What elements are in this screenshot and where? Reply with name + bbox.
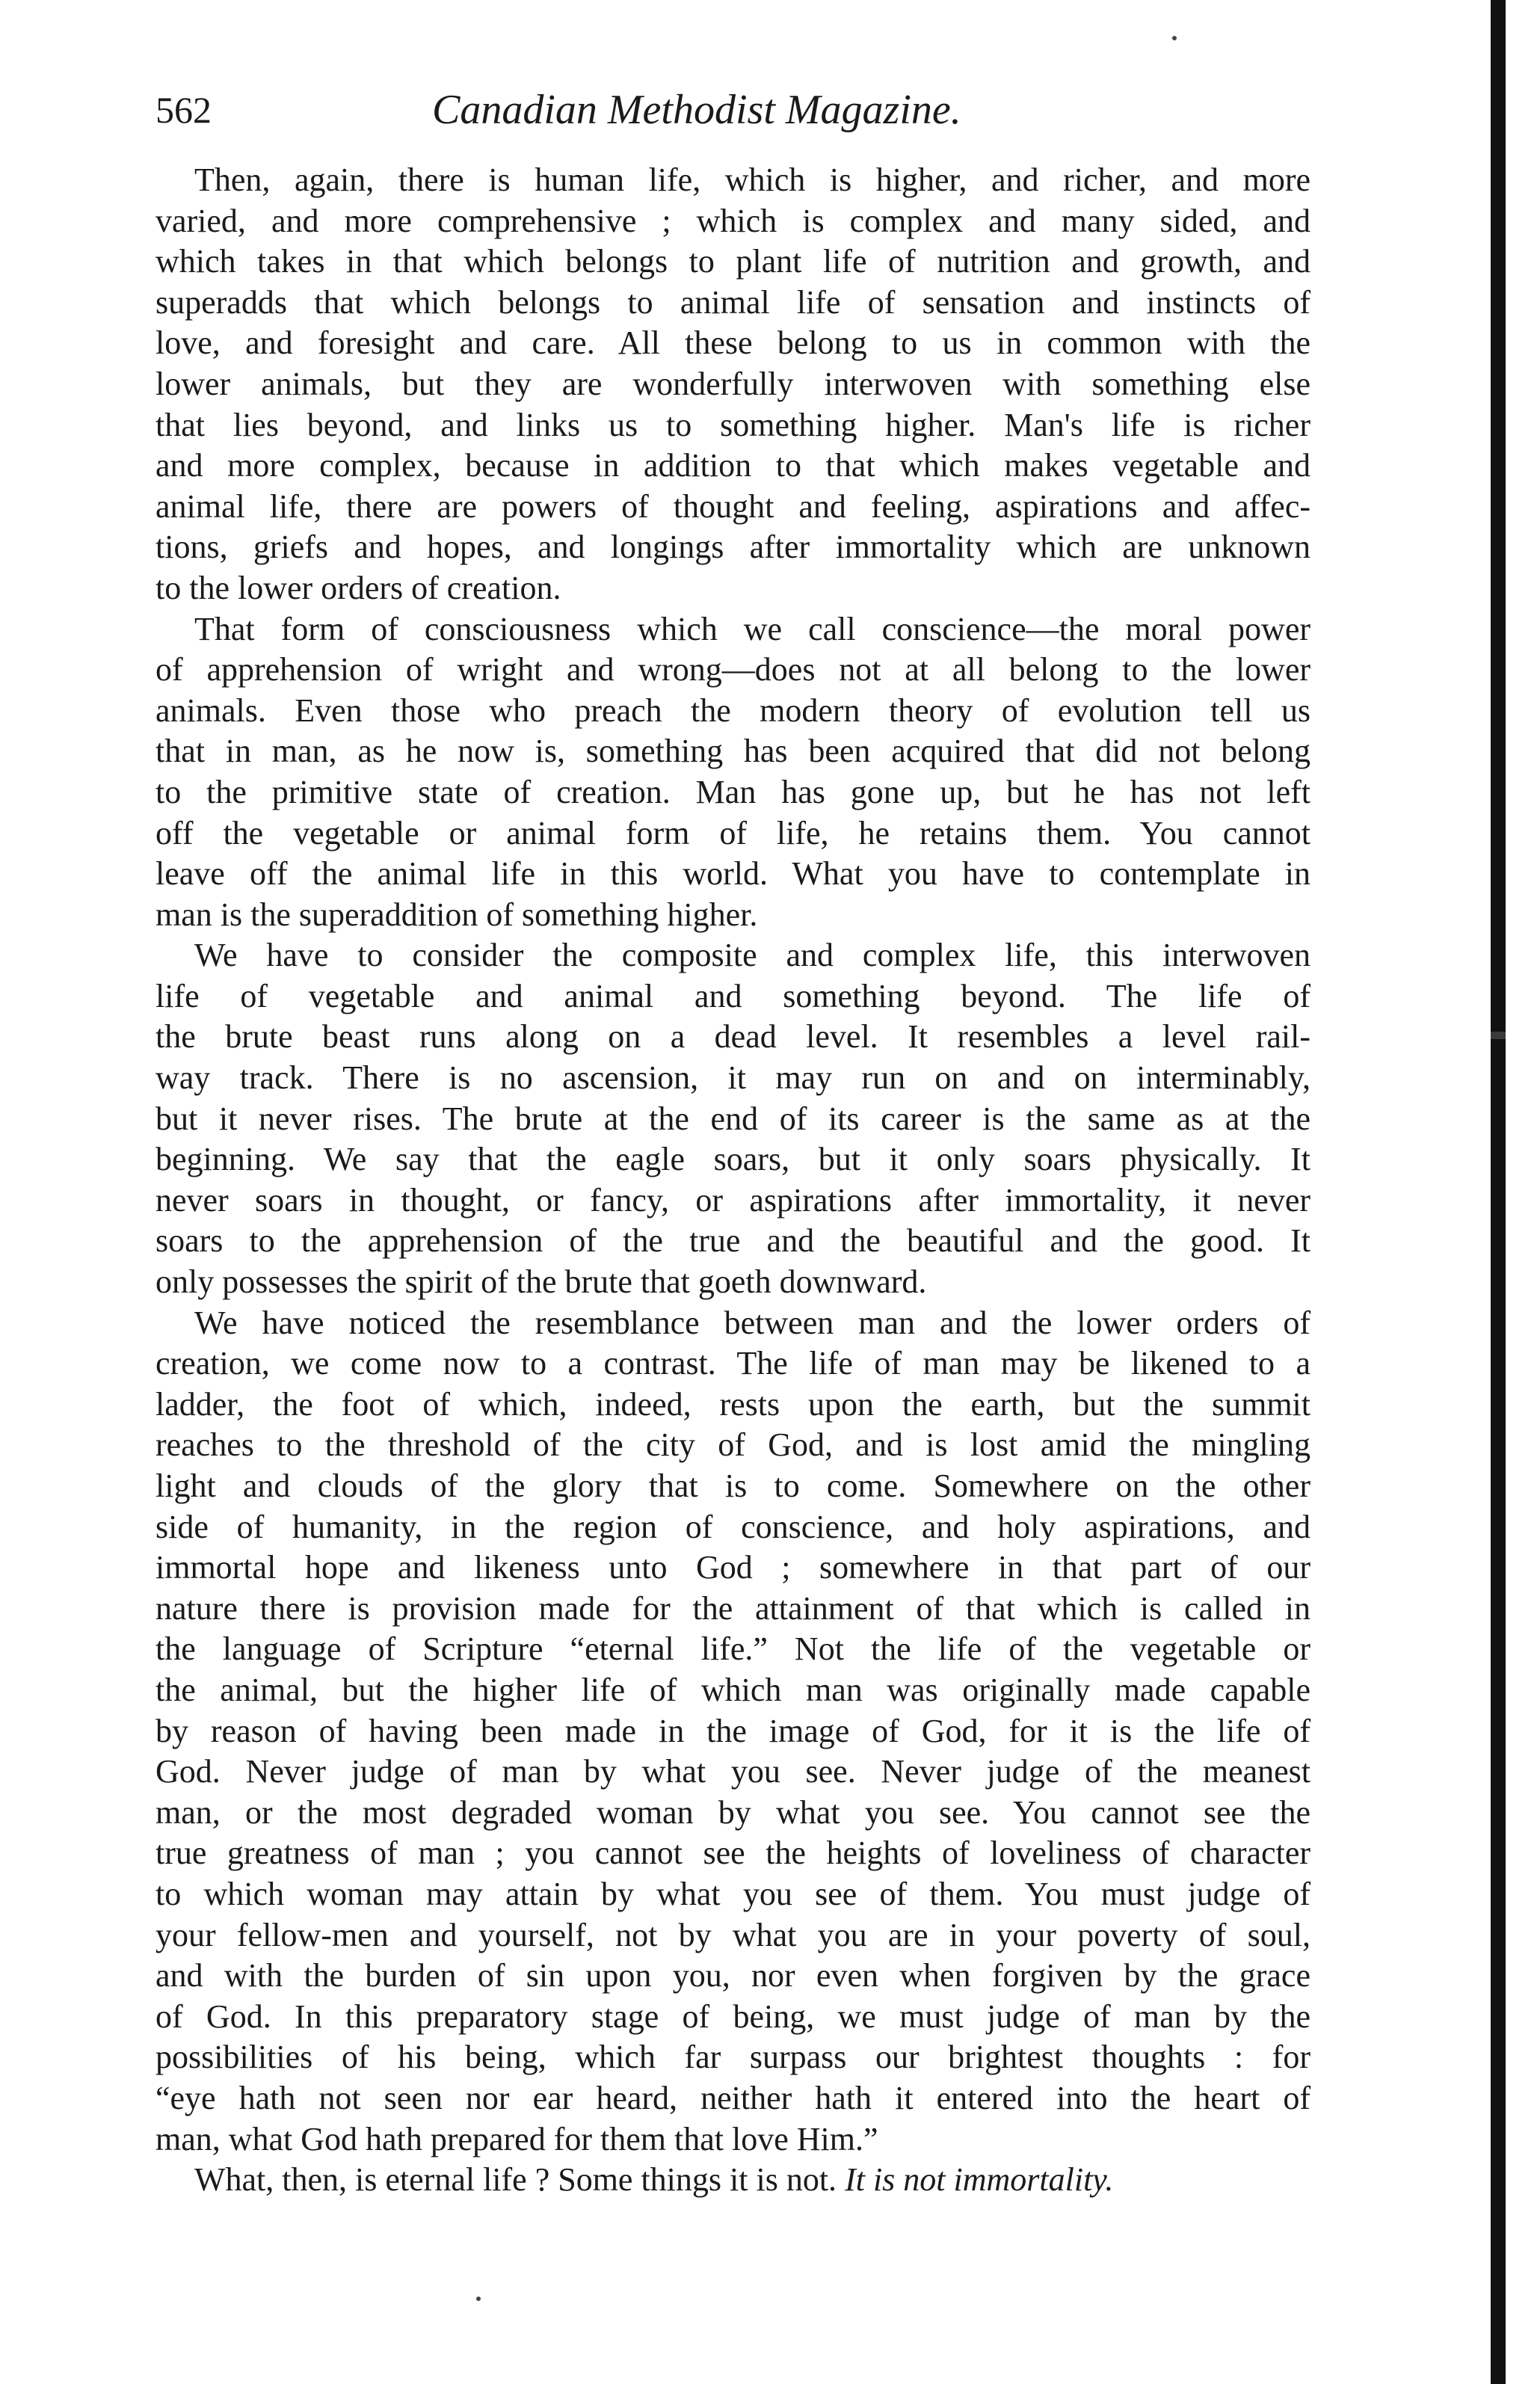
text-line: We have to consider the composite and complex life, this interwoven bbox=[194, 937, 1310, 974]
final-line bbox=[155, 2160, 1310, 2201]
scan-edge-mark bbox=[1491, 1032, 1506, 1039]
text-line: beginning. We say that the eagle soars, but it only soars physically. It bbox=[155, 1141, 1310, 1178]
text-line: side of humanity, in the region of conscience, and holy aspirations, and bbox=[155, 1508, 1310, 1545]
text-line: man is the superaddition of something higher. bbox=[155, 896, 758, 933]
running-title: Canadian Methodist Magazine. bbox=[432, 87, 961, 133]
text-line: leave off the animal life in this world. What you have to contemplate in bbox=[155, 855, 1310, 893]
text-line: animal life, there are powers of thought and feeling, aspirations and affec- bbox=[155, 487, 1310, 525]
text-line: love, and foresight and care. All these belong to us in common with the bbox=[155, 324, 1310, 362]
text-line: possibilities of his being, which far surpass our brightest thoughts : for bbox=[155, 2039, 1310, 2076]
text-line: of apprehension of wright and wrong—does not at all belong to the lower bbox=[155, 651, 1310, 689]
text-line: immortal hope and likeness unto God ; somewhere in that part of our bbox=[155, 1549, 1310, 1586]
text-line: the language of Scripture “eternal life.” Not the life of the vegetable or bbox=[155, 1630, 1310, 1668]
scan-speck bbox=[1172, 36, 1177, 40]
text-line: man, what God hath prepared for them that love Him.” bbox=[155, 2120, 878, 2157]
text-line: animals. Even those who preach the modern theory of evolution tell us bbox=[155, 692, 1310, 729]
article-body bbox=[155, 160, 1310, 2201]
scan-edge-bar bbox=[1491, 0, 1506, 2384]
text-line: reaches to the threshold of the city of God, and is lost amid the mingling bbox=[155, 1426, 1310, 1464]
text-line: the brute beast runs along on a dead level. It resembles a level rail- bbox=[155, 1018, 1310, 1056]
text-line: of God. In this preparatory stage of being, we must judge of man by the bbox=[155, 1998, 1310, 2035]
text-line: that in man, as he now is, something has been acquired that did not belong bbox=[155, 733, 1310, 770]
text-line: That form of consciousness which we call conscience—the moral power bbox=[194, 610, 1310, 647]
text-line: tions, griefs and hopes, and longings after immortality which are unknown bbox=[155, 529, 1310, 566]
text-line: to which woman may attain by what you see of them. You must judge of bbox=[155, 1875, 1310, 1912]
text-line: to the lower orders of creation. bbox=[155, 569, 561, 606]
text-line: to the primitive state of creation. Man has gone up, but he has not left bbox=[155, 773, 1310, 810]
text-line: that lies beyond, and links us to something higher. Man's life is richer bbox=[155, 406, 1310, 443]
text-line: soars to the apprehension of the true and the beautiful and the good. It bbox=[155, 1222, 1310, 1260]
text-line: the animal, but the higher life of which man was originally made capable bbox=[155, 1671, 1310, 1708]
text-line: way track. There is no ascension, it may run on and on interminably, bbox=[155, 1059, 1310, 1097]
text-line: never soars in thought, or fancy, or aspirations after immortality, it never bbox=[155, 1181, 1310, 1219]
text-line: varied, and more comprehensive ; which is complex and many sided, and bbox=[155, 202, 1310, 239]
text-line: “eye hath not seen nor ear heard, neither hath it entered into the heart of bbox=[155, 2079, 1310, 2116]
text-line: ladder, the foot of which, indeed, rests upon the earth, but the summit bbox=[155, 1385, 1310, 1423]
final-line-italic: It is not immortality. bbox=[845, 2161, 1114, 2199]
text-line: Then, again, there is human life, which is higher, and richer, and more bbox=[194, 161, 1310, 198]
final-line-text: What, then, is eternal life ? Some things it is not. bbox=[194, 2161, 846, 2199]
text-line: God. Never judge of man by what you see. Never judge of the meanest bbox=[155, 1753, 1310, 1790]
text-line: which takes in that which belongs to plant life of nutrition and growth, and bbox=[155, 243, 1310, 280]
text-line: life of vegetable and animal and something beyond. The life of bbox=[155, 977, 1310, 1014]
text-line: only possesses the spirit of the brute that goeth downward. bbox=[155, 1263, 927, 1301]
text-line: off the vegetable or animal form of life, he retains them. You cannot bbox=[155, 814, 1310, 851]
text-line: creation, we come now to a contrast. The life of man may be likened to a bbox=[155, 1345, 1310, 1382]
text-line: lower animals, but they are wonderfully interwoven with something else bbox=[155, 365, 1310, 402]
text-line: We have noticed the resemblance between man and the lower orders of bbox=[194, 1304, 1310, 1341]
text-line: and more complex, because in addition to that which makes vegetable and bbox=[155, 447, 1310, 484]
scan-speck bbox=[476, 2297, 481, 2301]
text-line: superadds that which belongs to animal life of sensation and instincts of bbox=[155, 283, 1310, 321]
text-line: but it never rises. The brute at the end of its career is the same as at the bbox=[155, 1100, 1310, 1137]
text-line: true greatness of man ; you cannot see the heights of loveliness of character bbox=[155, 1835, 1310, 1872]
text-line: and with the burden of sin upon you, nor even when forgiven by the grace bbox=[155, 1957, 1310, 1995]
page-header bbox=[155, 84, 1314, 136]
text-line: by reason of having been made in the image of God, for it is the life of bbox=[155, 1712, 1310, 1749]
text-line: nature there is provision made for the attainment of that which is called in bbox=[155, 1589, 1310, 1627]
text-line: light and clouds of the glory that is to come. Somewhere on the other bbox=[155, 1467, 1310, 1504]
page-number: 562 bbox=[155, 89, 212, 131]
text-line: man, or the most degraded woman by what you see. You cannot see the bbox=[155, 1793, 1310, 1831]
text-line: your fellow-men and yourself, not by what you are in your poverty of soul, bbox=[155, 1916, 1310, 1953]
